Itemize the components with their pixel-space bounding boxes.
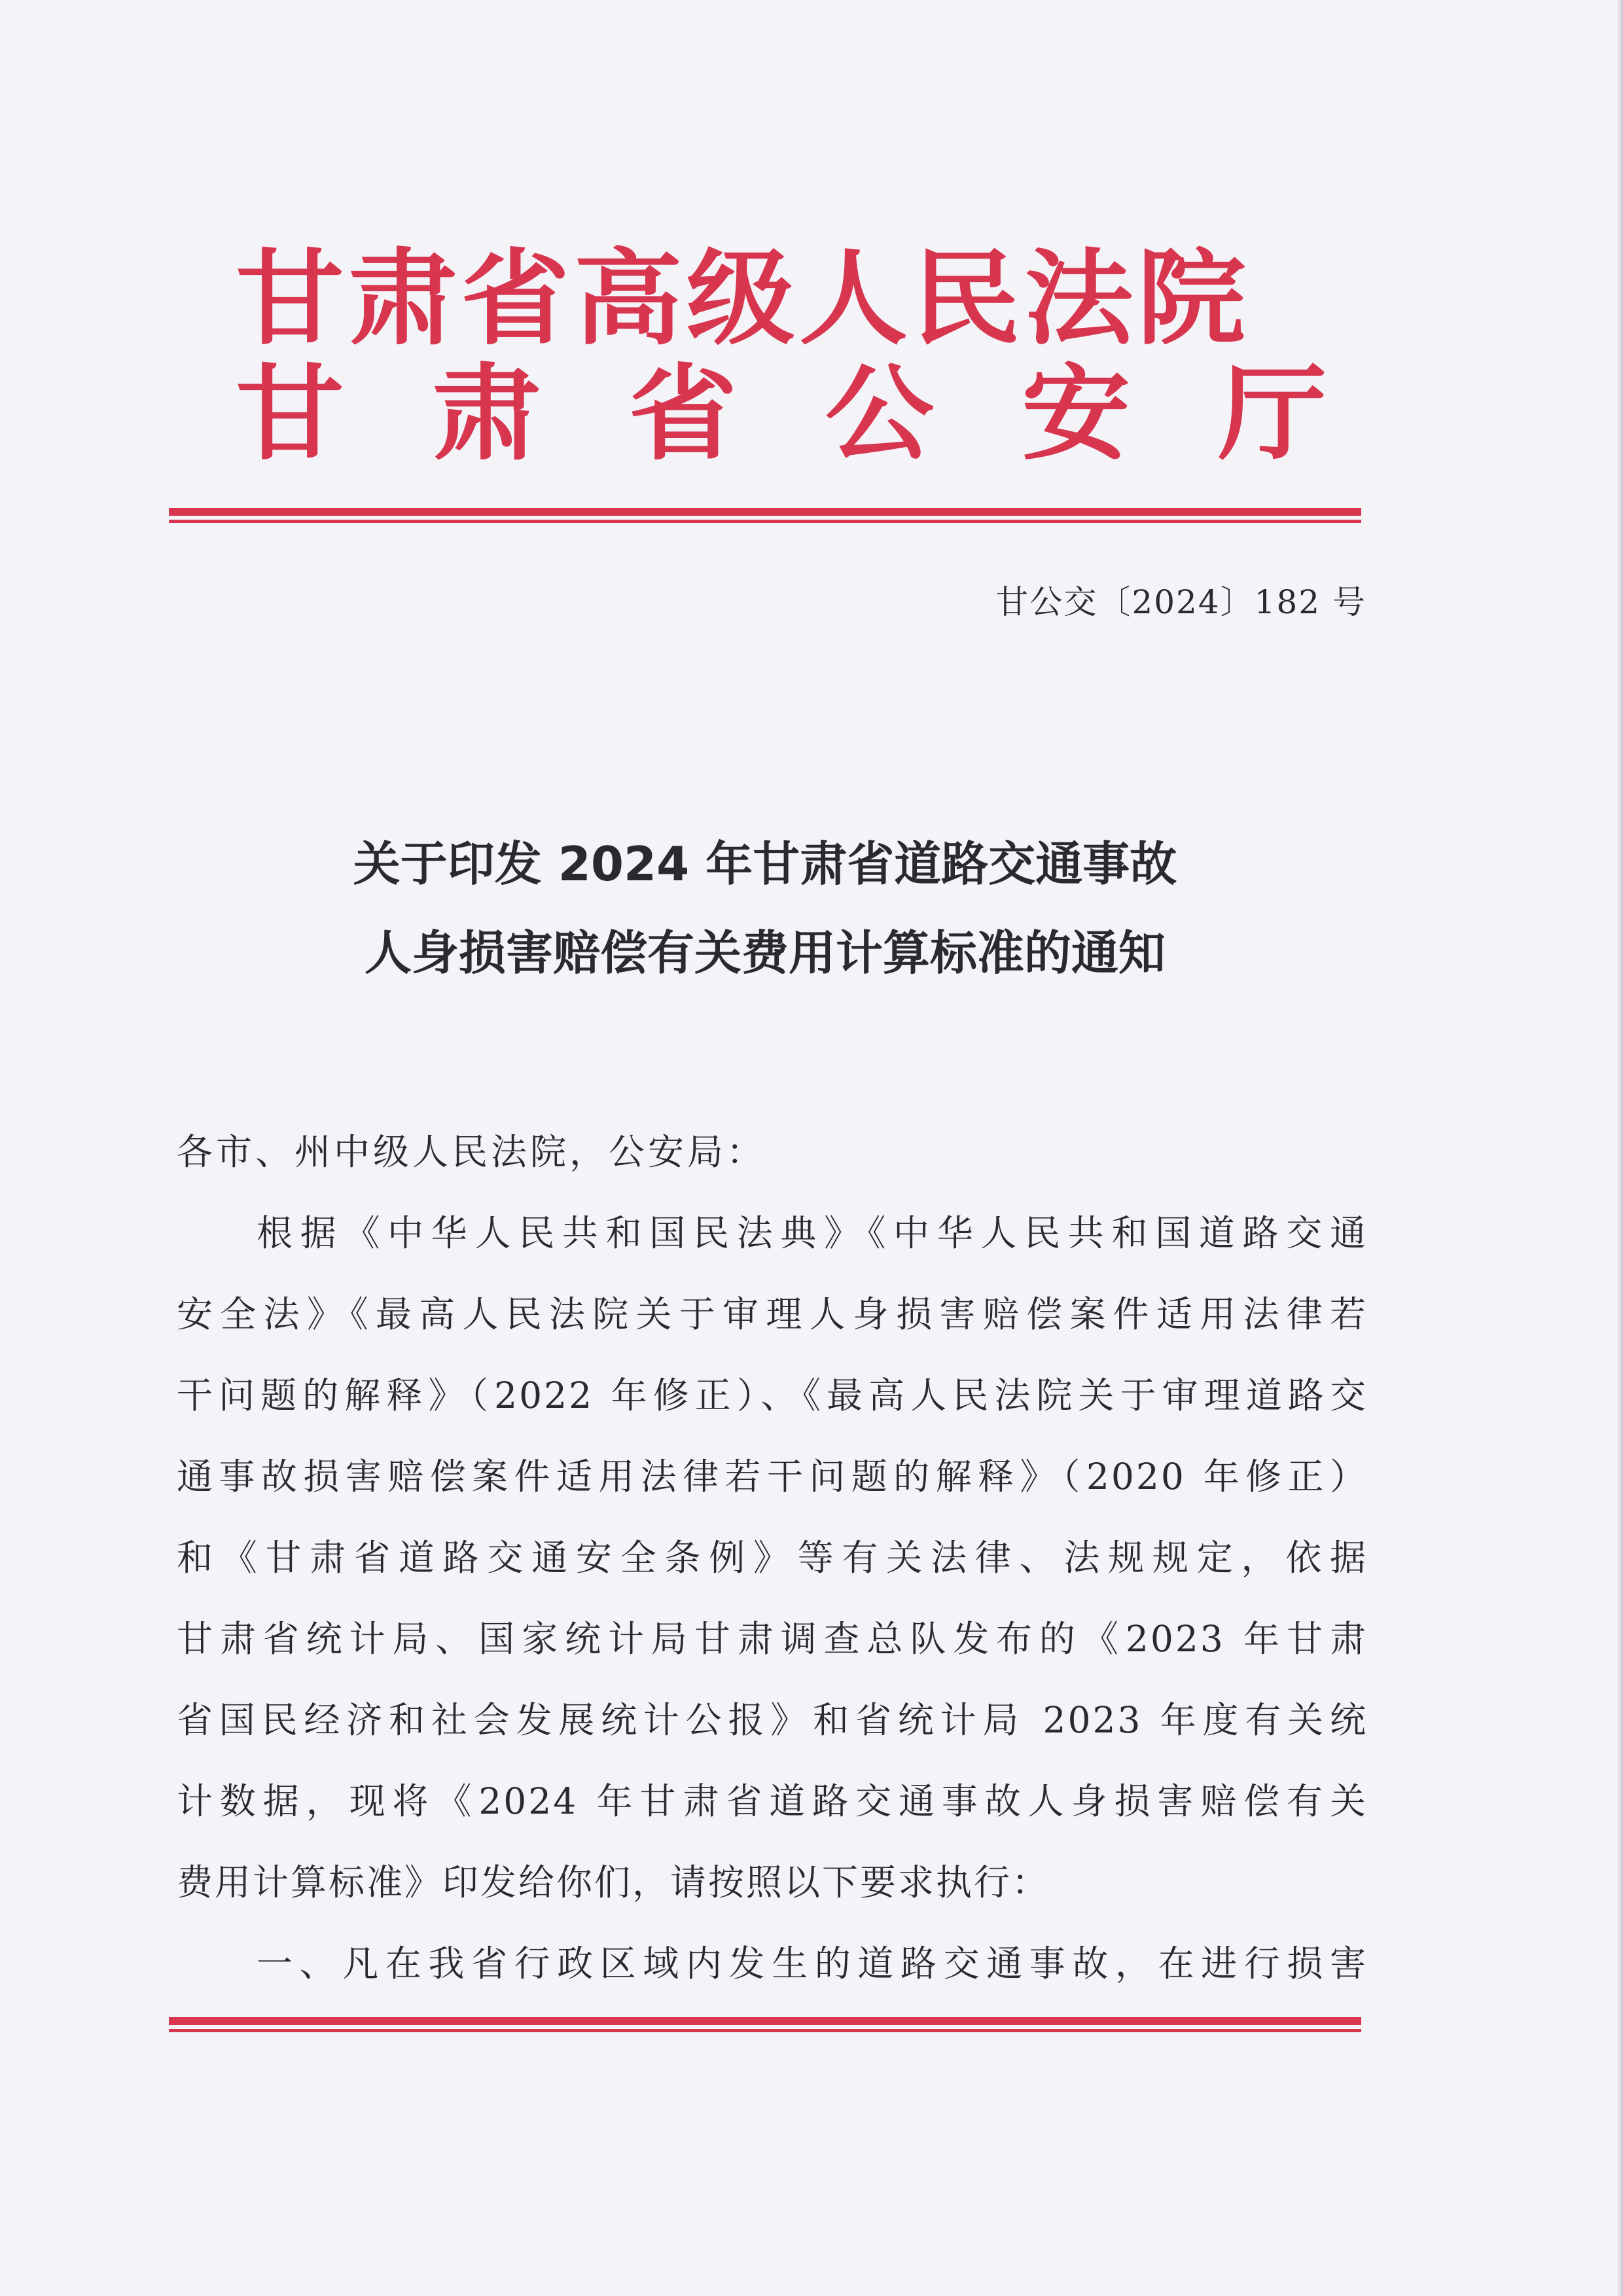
body-line: 通事故损害赔偿案件适用法律若干问题的解释》（2020 年修正） — [177, 1456, 1368, 1498]
body-line: 干问题的解释》（2022 年修正）、《最高人民法院关于审理道路交 — [177, 1374, 1368, 1416]
body-line: 安全法》《最高人民法院关于审理人身损害赔偿案件适用法律若 — [177, 1293, 1368, 1335]
body-line: 甘肃省统计局、国家统计局甘肃调查总队发布的《2023 年甘肃 — [177, 1618, 1368, 1660]
page-edge-shadow — [1616, 0, 1623, 2296]
document-title — [169, 819, 1361, 997]
title-line-1: 关于印发 2024 年甘肃省道路交通事故 — [353, 836, 1177, 891]
body-line: 省国民经济和社会发展统计公报》和省统计局 2023 年度有关统 — [177, 1699, 1368, 1741]
issuer-court-name: 甘肃省高级人民法院 — [236, 238, 1250, 359]
body-line: 一、凡在我省行政区域内发生的道路交通事故，在进行损害 — [257, 1943, 1368, 1984]
body-line: 计数据，现将《2024 年甘肃省道路交通事故人身损害赔偿有关 — [177, 1780, 1368, 1822]
body-line: 费用计算标准》印发给你们，请按照以下要求执行： — [177, 1861, 1050, 1903]
title-line-2: 人身损害赔偿有关费用计算标准的通知 — [364, 925, 1166, 980]
document-number: 甘公交〔2024〕182 号 — [995, 583, 1366, 621]
body-line: 根据《中华人民共和国民法典》《中华人民共和国道路交通 — [257, 1212, 1368, 1254]
header-red-rule — [169, 508, 1361, 523]
salutation: 各市、州中级人民法院，公安局： — [177, 1131, 766, 1173]
issuer-police-name: 甘肃省公安厅 — [236, 353, 1415, 475]
body-line: 和《甘肃省道路交通安全条例》等有关法律、法规规定，依据 — [177, 1537, 1368, 1579]
footer-red-rule — [169, 2017, 1361, 2032]
